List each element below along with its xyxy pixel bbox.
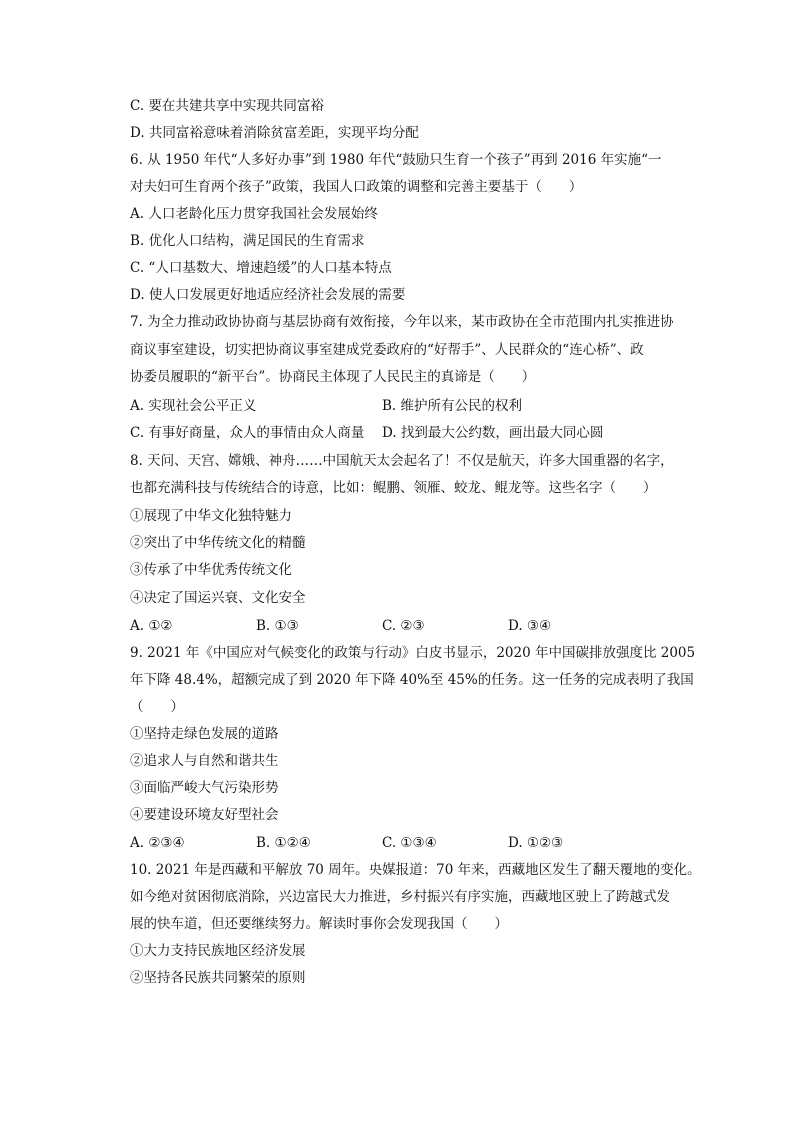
q9-statement-4: ④要建设环境友好型社会 xyxy=(130,807,279,823)
q6-option-c: C. “人口基数大、增速趋缓”的人口基本特点 xyxy=(130,260,392,276)
q10-statement-2: ②坚持各民族共同繁荣的原则 xyxy=(130,970,306,986)
q8-statement-2: ②突出了中华传统文化的精髓 xyxy=(130,535,306,551)
q8-statement-4: ④决定了国运兴衰、文化安全 xyxy=(130,590,306,606)
q9-statement-1: ①坚持走绿色发展的道路 xyxy=(130,726,279,742)
q10-stem-line-1: 10. 2021 年是西藏和平解放 70 周年。央媒报道：70 年来，西藏地区发生了翻天覆地的变化。 xyxy=(130,862,701,878)
q10-statement-1: ①大力支持民族地区经济发展 xyxy=(130,943,306,959)
q7-option-c: C. 有事好商量，众人的事情由众人商量 xyxy=(130,425,365,441)
q5-option-c: C. 要在共建共享中实现共同富裕 xyxy=(130,98,324,114)
q6-option-b: B. 优化人口结构，满足国民的生育需求 xyxy=(130,233,365,249)
q9-option-a: A. ②③④ xyxy=(130,835,185,851)
q6-stem-line-2: 对夫妇可生育两个孩子”政策，我国人口政策的调整和完善主要基于（ ） xyxy=(130,179,583,195)
q10-stem-line-3: 展的快车道，但还要继续努力。解读时事你会发现我国（ ） xyxy=(130,916,508,932)
q9-stem-line-1: 9. 2021 年《中国应对气候变化的政策与行动》白皮书显示，2020 年中国碳排放强度比 2005 xyxy=(130,645,696,661)
q10-stem-line-2: 如今绝对贫困彻底消除，兴边富民大力推进，乡村振兴有序实施，西藏地区驶上了跨越式发 xyxy=(130,889,670,905)
q9-statement-2: ②追求人与自然和谐共生 xyxy=(130,753,279,769)
q6-option-d: D. 使人口发展更好地适应经济社会发展的需要 xyxy=(130,287,406,303)
q8-option-d: D. ③④ xyxy=(508,618,552,634)
q9-option-b: B. ①②④ xyxy=(256,835,311,851)
q7-stem-line-3: 协委员履职的“新平台”。协商民主体现了人民民主的真谛是（ ） xyxy=(130,369,536,385)
q8-option-c: C. ②③ xyxy=(382,618,425,634)
q7-stem-line-1: 7. 为全力推动政协协商与基层协商有效衔接，今年以来，某市政协在全市范围内扎实推进协 xyxy=(130,314,674,330)
q9-option-c: C. ①③④ xyxy=(382,835,437,851)
q8-option-b: B. ①③ xyxy=(256,618,299,634)
q5-option-d: D. 共同富裕意味着消除贫富差距，实现平均分配 xyxy=(130,125,419,141)
q6-option-a: A. 人口老龄化压力贯穿我国社会发展始终 xyxy=(130,206,378,222)
q9-stem-line-2: 年下降 48.4%，超额完成了到 2020 年下降 40%至 45%的任务。这一任务的完成表明了我国 xyxy=(130,672,694,688)
q6-stem-line-1: 6. 从 1950 年代“人多好办事”到 1980 年代“鼓励只生育一个孩子”再到 2016 年实施“一 xyxy=(130,152,662,168)
q9-statement-3: ③面临严峻大气污染形势 xyxy=(130,780,279,796)
q9-option-d: D. ①②③ xyxy=(508,835,564,851)
q8-stem-line-1: 8. 天问、天宫、嫦娥、神舟……中国航天太会起名了！不仅是航天，许多大国重器的名字， xyxy=(130,453,674,469)
q8-statement-1: ①展现了中华文化独特魅力 xyxy=(130,508,292,524)
q8-option-a: A. ①② xyxy=(130,618,173,634)
q7-option-a: A. 实现社会公平正义 xyxy=(130,398,257,414)
q8-stem-line-2: 也都充满科技与传统结合的诗意，比如：鲲鹏、领雁、蛟龙、鲲龙等。这些名字（ ） xyxy=(130,480,657,496)
q8-statement-3: ③传承了中华优秀传统文化 xyxy=(130,562,292,578)
q7-stem-line-2: 商议事室建设，切实把协商议事室建成党委政府的“好帮手”、人民群众的“连心桥”、政 xyxy=(130,342,644,358)
q7-option-b: B. 维护所有公民的权利 xyxy=(382,398,523,414)
q9-stem-line-3: （ ） xyxy=(130,699,184,715)
q7-option-d: D. 找到最大公约数，画出最大同心圆 xyxy=(382,425,604,441)
